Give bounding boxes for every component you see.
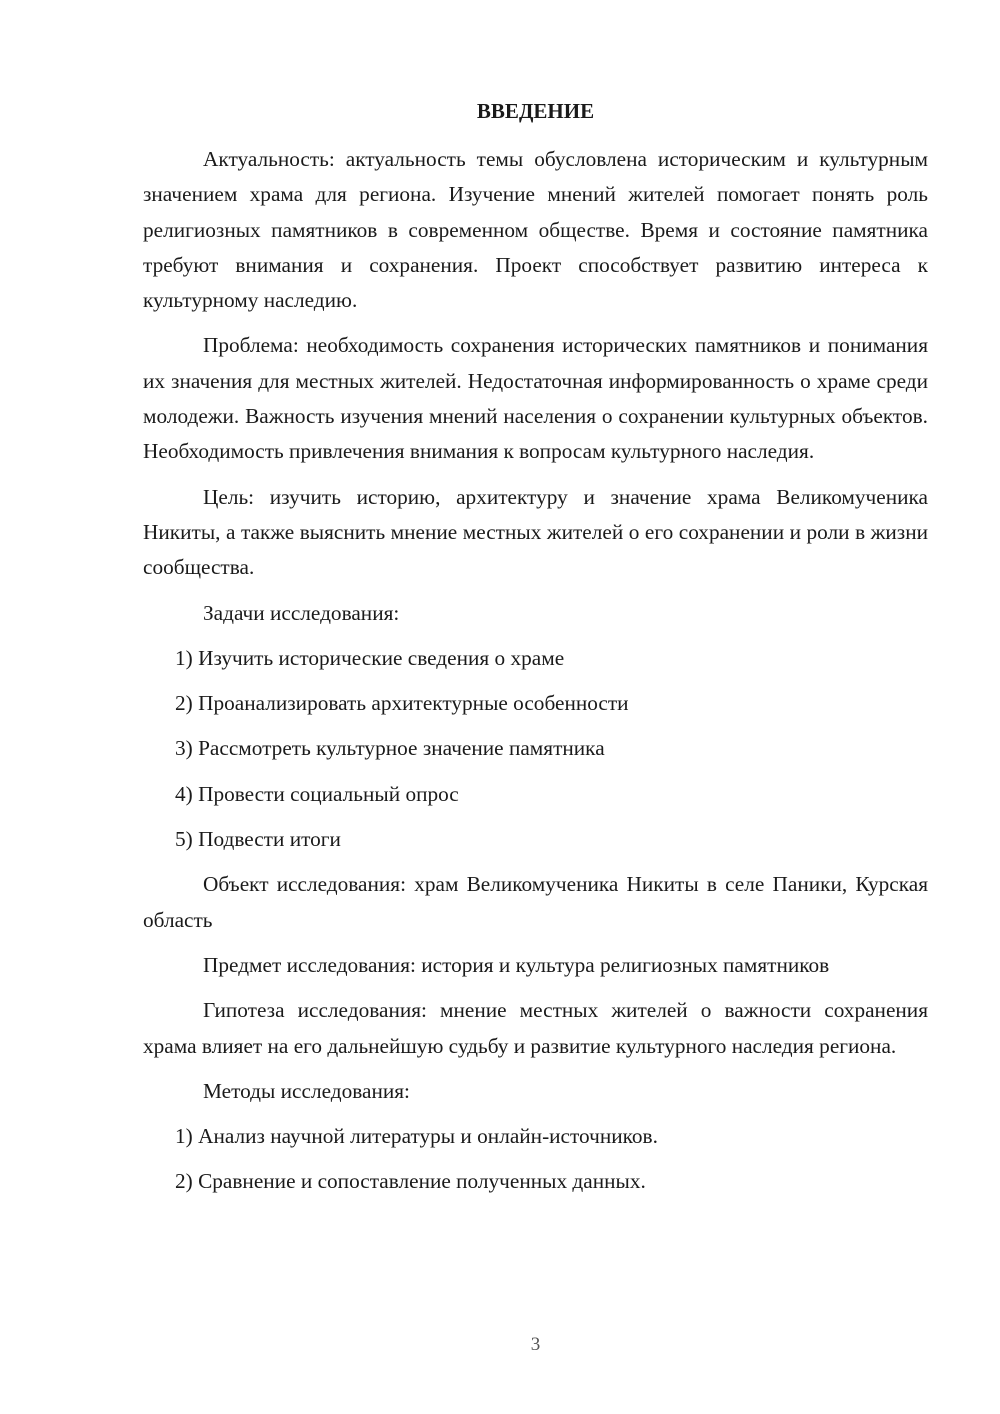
list-item: 1) Анализ научной литературы и онлайн-источников.: [175, 1124, 658, 1149]
goal-paragraph: Цель: изучить историю, архитектуру и значение храма Великомученика Никиты, а также выяснить мнение местных жителей о его сохранении и роли в жизни сообщества.: [143, 484, 928, 580]
list-item: 5) Подвести итоги: [175, 827, 341, 852]
page-number: 3: [530, 1334, 541, 1355]
subject-paragraph: Предмет исследования: история и культура религиозных памятников: [203, 952, 830, 977]
methods-title: Методы исследования:: [203, 1078, 410, 1103]
list-item: 2) Сравнение и сопоставление полученных данных.: [175, 1169, 646, 1194]
tasks-list: [143, 641, 928, 857]
list-item: 1) Изучить исторические сведения о храме: [175, 645, 565, 670]
list-item: 3) Рассмотреть культурное значение памятника: [175, 736, 605, 761]
tasks-title: Задачи исследования:: [203, 600, 400, 625]
document-page: [143, 0, 928, 1414]
relevance-paragraph: Актуальность: актуальность темы обусловлена историческим и культурным значением храма для региона. Изучение мнений жителей помогает понять роль религиозных памятников в современном обществе. Время и состояние памятника требуют внимания и сохранения. Проект способствует развитию интереса к культурному наследию.: [143, 147, 928, 313]
list-item: 4) Провести социальный опрос: [175, 781, 459, 806]
list-item: 2) Проанализировать архитектурные особенности: [175, 691, 629, 716]
methods-list: [143, 1119, 928, 1200]
document-body: [143, 142, 928, 1210]
problem-paragraph: Проблема: необходимость сохранения исторических памятников и понимания их значения для местных жителей. Недостаточная информированность о храме среди молодежи. Важность изучения мнений населения о сохранении культурных объектов. Необходимость привлечения внимания к вопросам культурного наследия.: [143, 333, 928, 464]
object-paragraph: Объект исследования: храм Великомученика Никиты в селе Паники, Курская область: [143, 872, 928, 932]
hypothesis-paragraph: Гипотеза исследования: мнение местных жителей о важности сохранения храма влияет на его дальнейшую судьбу и развитие культурного наследия региона.: [143, 998, 928, 1058]
section-heading: ВВЕДЕНИЕ: [476, 99, 595, 123]
